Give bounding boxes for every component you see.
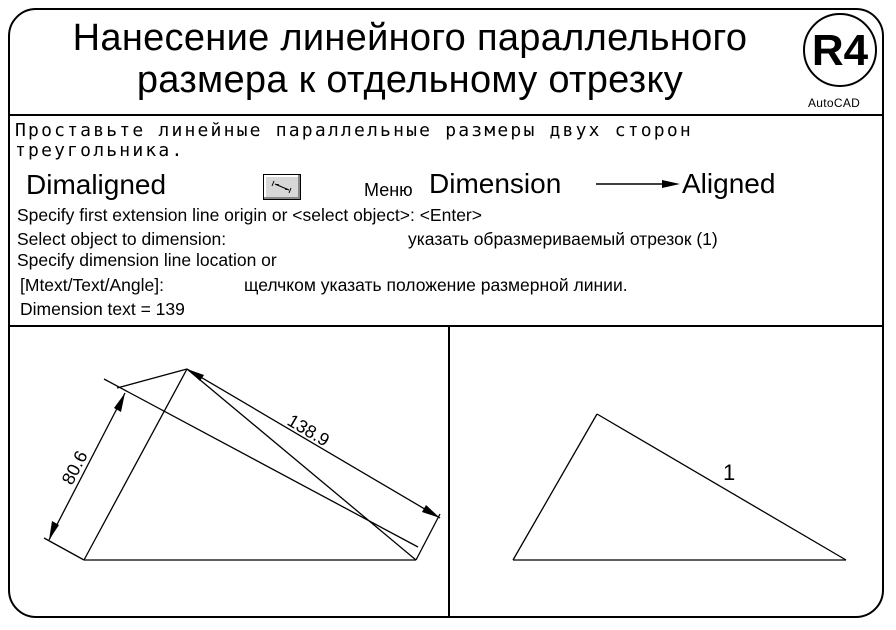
release-badge: R4	[803, 13, 877, 87]
triangle-side-long	[187, 369, 416, 560]
triangle-right-side-b	[597, 414, 846, 560]
triangle-right-side-a	[513, 414, 597, 560]
app-label: AutoCAD	[808, 96, 861, 110]
prompt-line-4-action: щелчком указать положение размерной линии.	[244, 275, 628, 295]
menu-dimension: Dimension	[429, 168, 562, 199]
instruction-line-2: треугольника.	[15, 140, 185, 161]
menu-aligned: Aligned	[682, 168, 776, 199]
triangle-side-short	[84, 369, 187, 560]
menu-label: Меню	[364, 180, 413, 200]
dimension-line-short	[49, 393, 125, 540]
title-line-1: Нанесение линейного параллельного	[72, 17, 748, 59]
segment-label: 1	[723, 460, 736, 485]
prompt-line-3: Specify dimension line location or	[17, 250, 277, 270]
instruction-line-1: Проставьте линейные параллельные размеры двух сторон	[15, 120, 693, 141]
dimension-text-long: 138.9	[283, 410, 333, 451]
command-name: Dimaligned	[26, 169, 167, 200]
arrowhead	[187, 369, 204, 381]
dimension-text-short: 80.6	[57, 447, 92, 488]
prompt-line-4-label: [Mtext/Text/Angle]:	[20, 275, 164, 295]
prompt-line-2-label: Select object to dimension:	[17, 229, 227, 249]
prompt-line-2-action: указать образмериваемый отрезок (1)	[408, 229, 718, 249]
prompt-line-1: Specify first extension line origin or <select object>: <Enter>	[17, 205, 482, 225]
arrowhead	[114, 393, 125, 412]
prompt-line-5: Dimension text = 139	[20, 299, 185, 319]
arrowhead	[422, 505, 440, 518]
title-line-2: размера к отдельному отрезку	[136, 59, 684, 101]
